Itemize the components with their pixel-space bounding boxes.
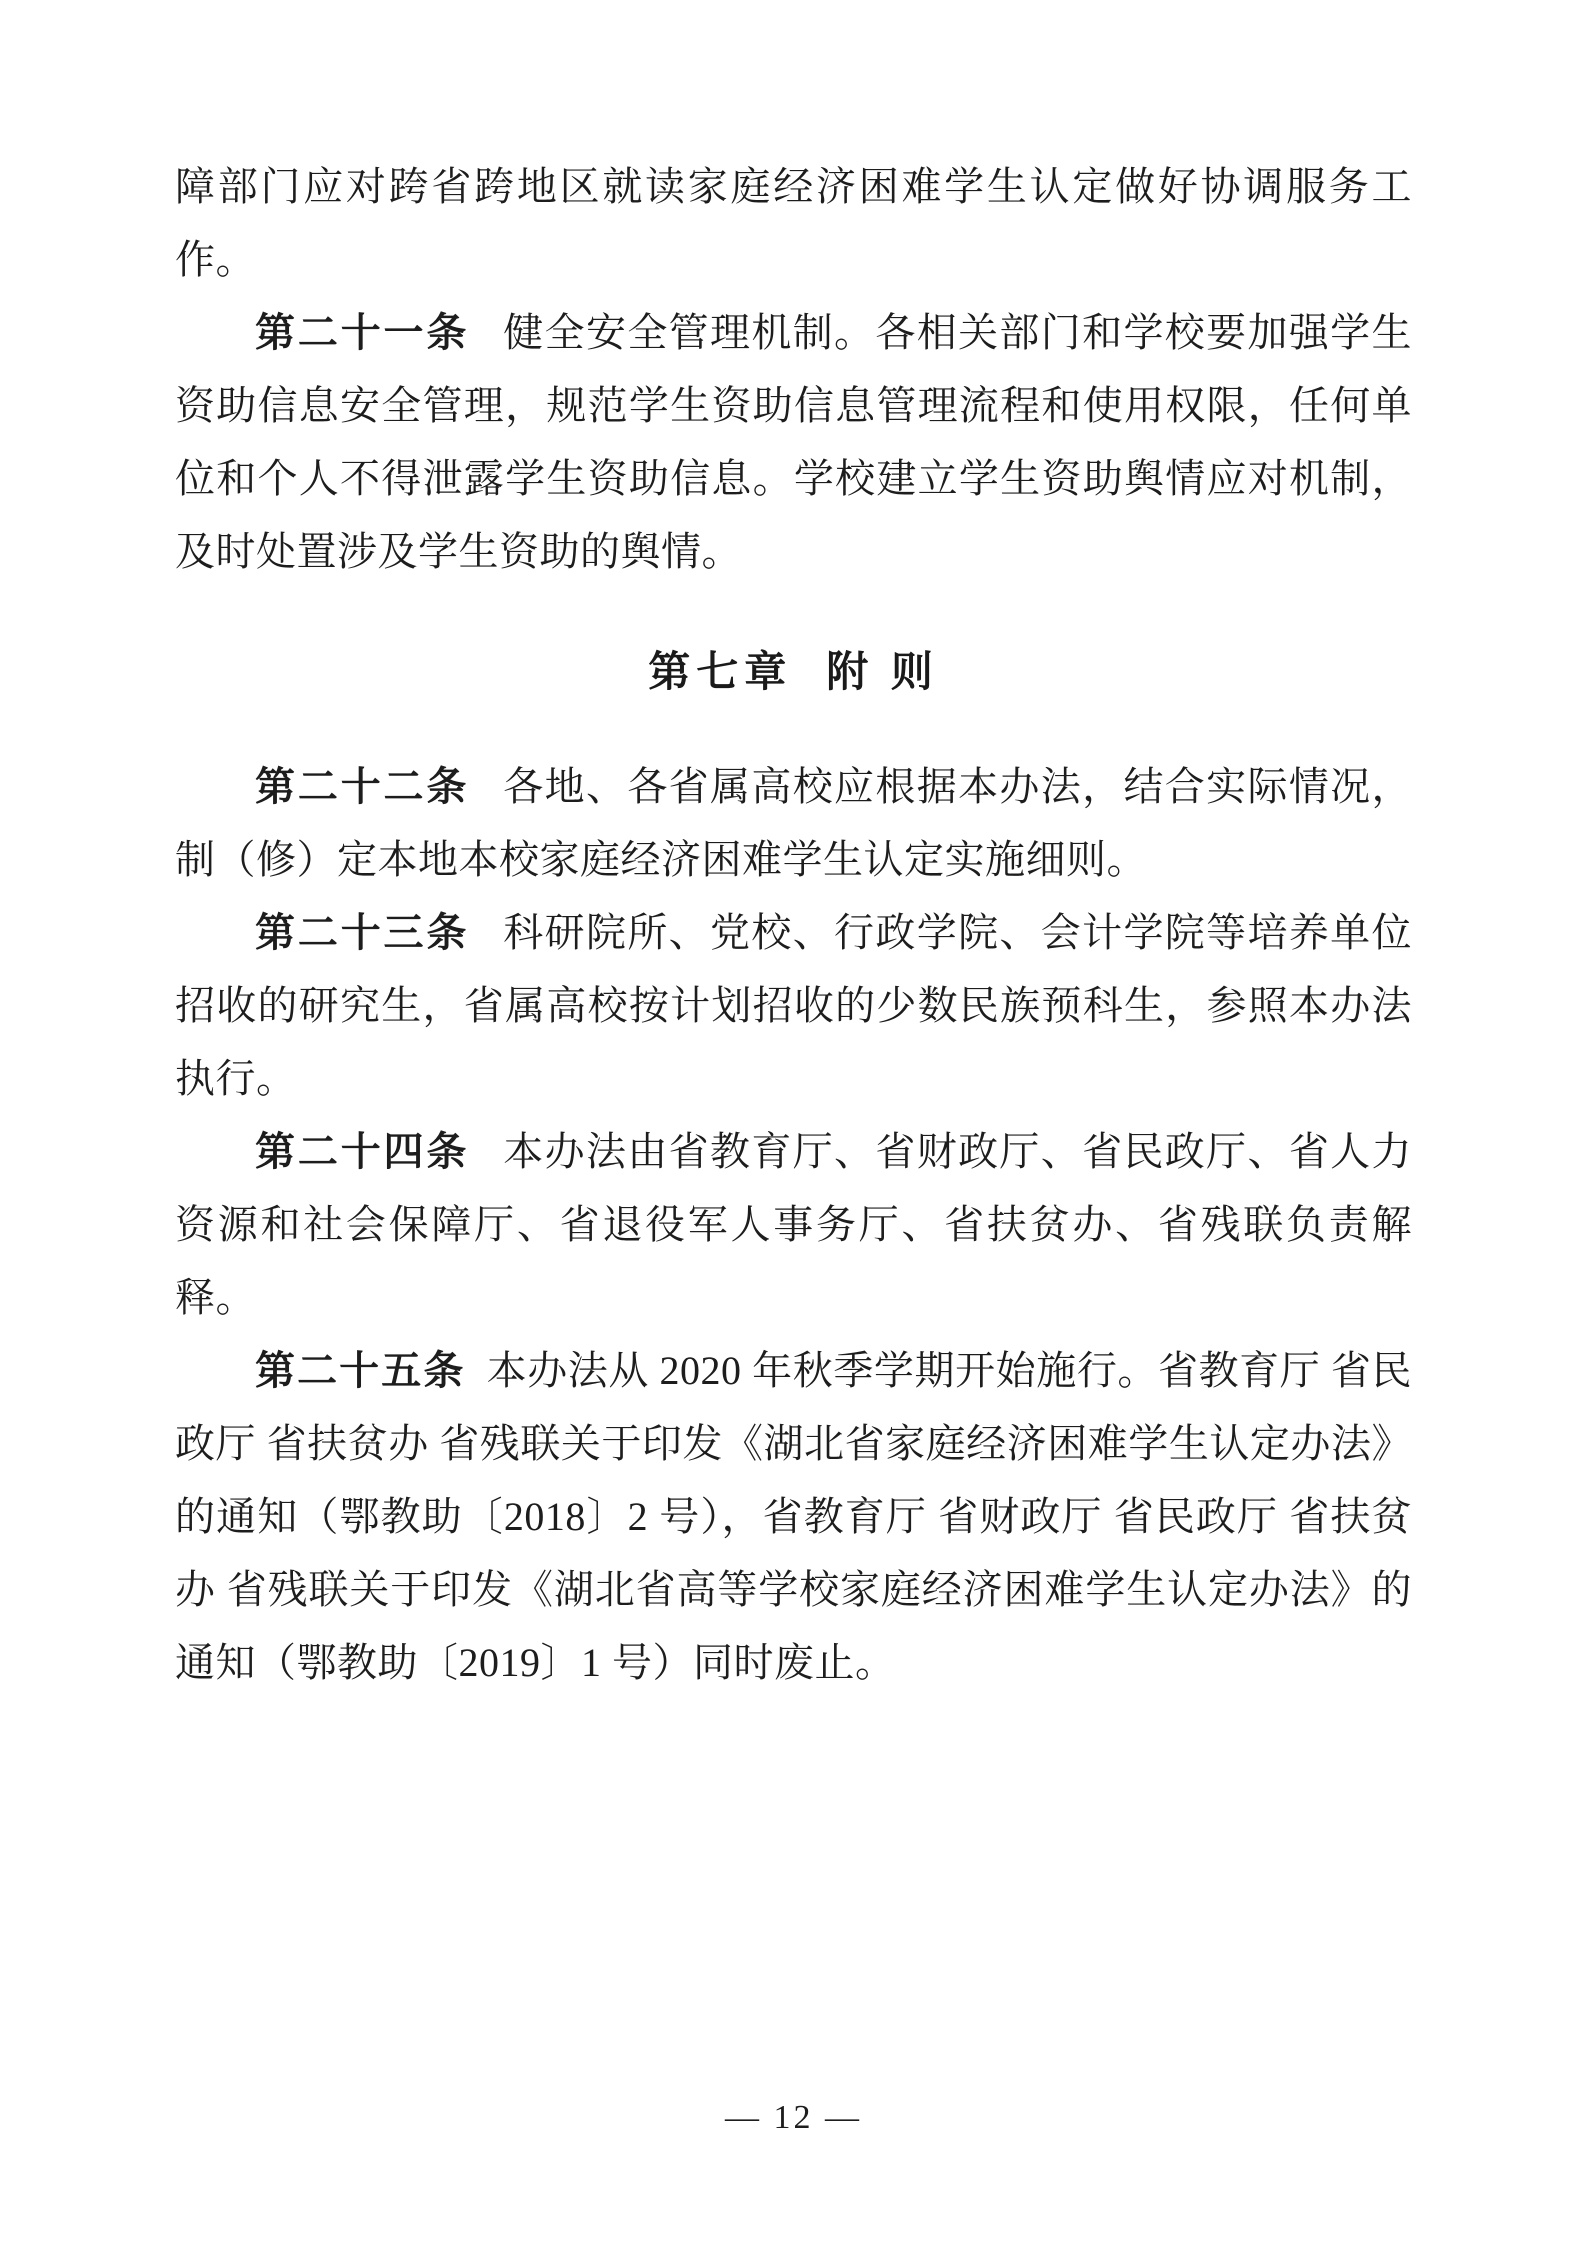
article-21-text: 健全安全管理机制。各相关部门和学校要加强学生资助信息安全管理，规范学生资助信息管理流程和使用权限，任何单位和个人不得泄露学生资助信息。学校建立学生资助舆情应对机制，及时处置涉及学生资助的舆情。 xyxy=(175,310,1413,574)
article-25 xyxy=(175,1334,1412,1699)
article-23-text: 科研院所、党校、行政学院、会计学院等培养单位招收的研究生，省属高校按计划招收的少数民族预科生，参照本办法执行。 xyxy=(175,910,1413,1101)
article-24-text: 本办法由省教育厅、省财政厅、省民政厅、省人力资源和社会保障厅、省退役军人事务厅、省扶贫办、省残联负责解释。 xyxy=(175,1129,1413,1320)
article-22-text: 各地、各省属高校应根据本办法，结合实际情况，制（修）定本地本校家庭经济困难学生认定实施细则。 xyxy=(175,764,1413,882)
chapter-7-title xyxy=(175,638,1412,708)
article-25-head: 第二十五条 xyxy=(255,1348,466,1393)
chapter-7-name: 附 则 xyxy=(826,650,939,696)
article-22-head: 第二十二条 xyxy=(255,764,470,809)
article-21-head: 第二十一条 xyxy=(255,310,470,355)
article-24 xyxy=(175,1115,1412,1334)
article-23 xyxy=(175,896,1412,1115)
article-25-text: 本办法从 2020 年秋季学期开始施行。省教育厅 省民政厅 省扶贫办 省残联关于印发《湖北省家庭经济困难学生认定办法》的通知（鄂教助〔2018〕2 号），省教育厅 省财政厅 省民政厅 省扶贫办 省残联关于印发《湖北省高等学校家庭经济困难学生认定办法》的通知（鄂教助〔2019〕1 号）同时废止。 xyxy=(175,1348,1413,1685)
article-23-head: 第二十三条 xyxy=(255,910,470,955)
article-24-head: 第二十四条 xyxy=(255,1129,470,1174)
page-number: — 12 — xyxy=(725,2099,862,2136)
paragraph-continued: 障部门应对跨省跨地区就读家庭经济困难学生认定做好协调服务工作。 xyxy=(175,164,1412,282)
article-21 xyxy=(175,296,1412,588)
article-22 xyxy=(175,750,1412,896)
chapter-7-number: 第七章 xyxy=(648,650,793,696)
